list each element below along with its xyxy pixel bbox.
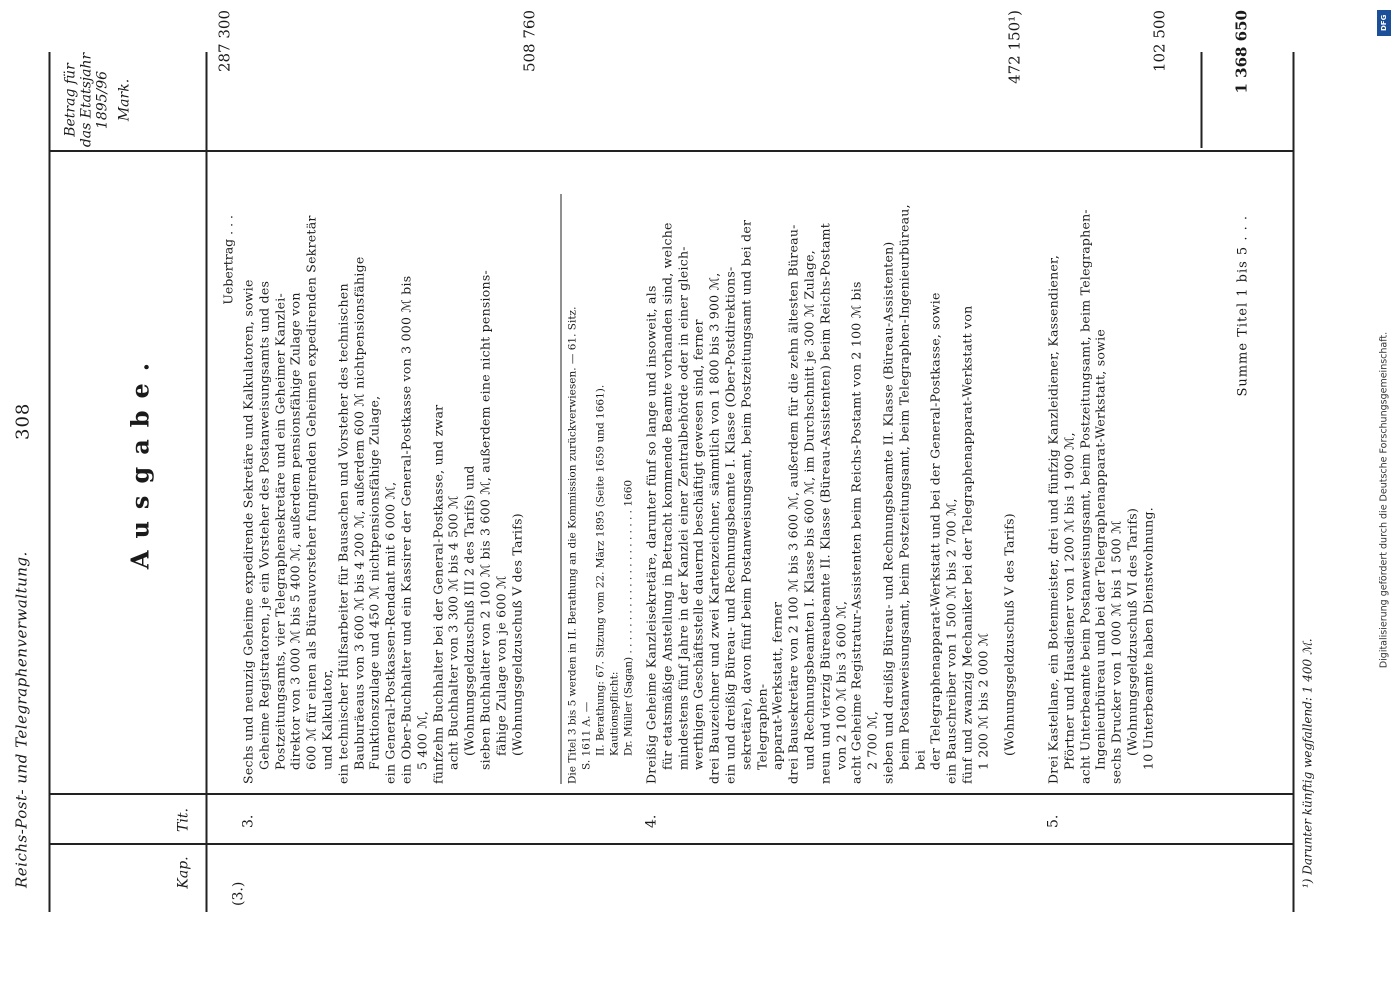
text-line: werthigen Geschäftsstelle dauernd beschäftigt gewesen sind, ferner	[690, 319, 706, 770]
text-line: ein und dreißig Büreau- und Rechnungsbeamte I. Klasse (Ober-Postdirektions-	[721, 266, 737, 784]
text-line: neun und vierzig Büreaubeamte II. Klasse (Büreau-Assistenten) beim Reichs-Postamt	[816, 222, 832, 784]
dfg-logo: DFG	[1377, 10, 1391, 36]
text-line: ein Ober-Buchhalter und ein Kassirer der General-Postkasse von 3 000 ℳ bis	[397, 275, 413, 784]
sum-rule	[1200, 52, 1202, 148]
text-line: von 2 100 ℳ bis 3 600 ℳ,	[832, 600, 848, 770]
summe-amount: 1 368 650	[1232, 10, 1250, 94]
note-line: Dr. Müller (Sagan) . . . . . . . . . . . . . . . . . . . . . . 1660	[622, 479, 634, 756]
desc-col-rule	[48, 151, 1293, 153]
text-line: Funktionszulage und 450 ℳ nichtpensionsfähige Zulage,	[366, 395, 382, 770]
tit-4-number: 4.	[643, 814, 659, 828]
note-rule	[560, 194, 561, 784]
betrag-label: Betrag für das Etatsjahr 1895/96	[62, 52, 110, 148]
section-title: Ausgabe.	[125, 350, 154, 570]
header-rule	[205, 52, 207, 912]
text-line: ein General-Postkassen-Rendant mit 6 000 ℳ,	[382, 481, 398, 784]
text-line: sieben und dreißig Büreau- und Rechnungsbeamte II. Klasse (Büreau-Assistenten)	[879, 241, 895, 784]
note-line: S. 1611 A. —	[580, 701, 592, 770]
note-line: II. Berathung: 67. Sitzung vom 22. März 1895 (Seite 1659 und 1661).	[594, 384, 606, 756]
text-line: 600 ℳ für einen als Büreauvorsteher fungirenden Geheimen expedirenden Sekretär	[303, 215, 319, 770]
text-line: Pförtner und Hausdiener von 1 200 ℳ bis 1 900 ℳ,	[1060, 432, 1076, 770]
text-line: (Wohnungsgeldzuschuß V des Tarifs)	[508, 513, 524, 756]
text-line: 2 700 ℳ,	[864, 710, 880, 770]
tit-3-text	[240, 194, 524, 784]
text-line: fähige Zulage von je 600 ℳ	[492, 575, 508, 756]
betrag-header	[62, 52, 132, 148]
text-line: Sechs und neunzig Geheime expedirende Sekretäre und Kalkulatoren, sowie	[240, 279, 255, 784]
text-line: beim Postanweisungsamt, beim Postzeitungsamt, beim Telegraphen-Ingenieurbüreau, bei	[895, 204, 927, 770]
text-line: sieben Buchhalter von 2 100 ℳ bis 3 600 ℳ, außerdem eine nicht pensions-	[476, 269, 492, 770]
text-line: mindestens fünf Jahre in der Kanzlei einer Zentralbehörde oder in einer gleich-	[674, 246, 690, 770]
page-number: 308	[12, 402, 33, 440]
betrag-unit: Mark.	[116, 78, 132, 122]
text-line: fünfzehn Buchhalter bei der General-Postkasse, und zwar	[429, 404, 445, 784]
text-line: apparat-Werkstatt, ferner	[769, 601, 785, 770]
text-line: 10 Unterbeamte haben Dienstwohnung.	[1139, 507, 1155, 770]
text-line: ein Bauschreiber von 1 500 ℳ bis 2 700 ℳ,	[943, 498, 959, 784]
text-line: drei Bausekretäre von 2 100 ℳ bis 3 600 ℳ, außerdem für die zehn ältesten Büreau-	[785, 224, 801, 784]
text-line: und Kalkulator,	[318, 669, 334, 770]
tit-5-amount: 102 500	[1150, 10, 1168, 73]
text-line: (Wohnungsgeldzuschuß VI des Tarifs)	[1123, 507, 1139, 756]
text-line: drei Bauzeichner und zwei Kartenzeichner, sämmtlich von 1 800 bis 3 900 ℳ,	[706, 272, 722, 784]
tit-col-rule	[48, 794, 1293, 796]
text-line: 5 400 ℳ,	[413, 710, 429, 770]
text-line: ein technischer Hülfsarbeiter für Bausachen und Vorsteher des technischen	[334, 283, 350, 784]
text-line: (Wohnungsgeldzuschuß III 2 des Tarifs) und	[461, 465, 477, 756]
text-line: und Rechnungsbeamten I. Klasse bis 600 ℳ, im Durchschnitt je 300 ℳ Zulage,	[800, 250, 816, 770]
tit-3-number: 3.	[240, 814, 256, 828]
tit-3-amount: 508 760	[520, 10, 538, 73]
kap-number: (3.)	[230, 881, 246, 906]
text-line: Postzeitungsamts, vier Telegraphensekretäre und ein Geheimer Kanzlei-	[271, 293, 287, 770]
text-line: direktor von 3 000 ℳ bis 5 400 ℳ, außerdem pensionsfähige Zulage von	[287, 292, 303, 770]
footnote: ¹) Darunter künftig wegfallend: 1 400 ℳ.	[1300, 638, 1314, 888]
text-line: 1 200 ℳ bis 2 000 ℳ	[974, 632, 990, 770]
text-line: Ingenieurbüreau und bei der Telegraphenapparat-Werkstatt, sowie	[1092, 329, 1108, 770]
text-line: fünf und zwanzig Mechaniker bei der Telegraphenapparat-Werkstatt von	[958, 305, 974, 784]
text-line: acht Buchhalter von 3 300 ℳ bis 4 500 ℳ	[445, 495, 461, 770]
text-line: (Wohnungsgeldzuschuß V des Tarifs)	[1000, 513, 1016, 756]
kap-header: Kap.	[175, 856, 191, 889]
running-header: Reichs-Post- und Telegraphenverwaltung.	[12, 551, 30, 888]
text-line: Bauburäeaus von 3 600 ℳ bis 4 200 ℳ, außerdem 600 ℳ nichtpensionsfähige	[350, 256, 366, 770]
note-line: Die Titel 3 bis 5 werden in II. Berathung an die Kommission zurückverwiesen. — 61. Sitz.	[566, 306, 578, 784]
text-line: acht Unterbeamte beim Postanweisungsamt, beim Postzeitungsamt, beim Telegraphen-	[1076, 209, 1092, 784]
text-line: der Telegraphenapparat-Werkstatt und bei der General-Postkasse, sowie	[927, 292, 943, 770]
tit-5-text	[1045, 194, 1156, 784]
top-rule	[48, 52, 50, 912]
tit-5-number: 5.	[1045, 814, 1061, 828]
summe-label: Summe Titel 1 bis 5 . . .	[1235, 215, 1250, 397]
note-line: Kautionspflicht:	[608, 671, 620, 756]
text-line: für etatsmäßige Anstellung in Betracht kommende Beamte vorhanden sind, welche	[658, 222, 674, 770]
tit-4-amount: 472 150¹)	[1005, 10, 1023, 84]
text-line: Drei Kastellane, ein Botenmeister, drei und fünfzig Kanzleidiener, Kassendiener,	[1045, 254, 1060, 784]
bottom-rule	[1292, 52, 1294, 912]
text-line: sechs Drucker von 1 000 ℳ bis 1 500 ℳ	[1108, 520, 1124, 784]
text-line: Dreißig Geheime Kanzleisekretäre, darunter fünf so lange und insoweit, als	[643, 285, 658, 784]
tit-4-text	[643, 194, 1016, 784]
text-line: acht Geheime Registratur-Assistenten beim Reichs-Postamt von 2 100 ℳ bis	[848, 281, 864, 784]
text-line: Geheime Registratoren, je ein Vorsteher des Postanweisungsamts und des	[255, 280, 271, 770]
commission-note	[565, 194, 635, 784]
text-line: sekretäre), davon fünf beim Postanweisungsamt, beim Postzeitungsamt und bei der Telegraphen-	[737, 219, 769, 770]
uebertrag-label: Uebertrag . . .	[220, 215, 235, 305]
uebertrag-amount: 287 300	[215, 10, 233, 73]
tit-header: Tit.	[175, 808, 191, 832]
digitization-credit: Digitalisierung gefördert durch die Deutsche Forschungsgemeinschaft.	[1378, 331, 1390, 669]
kap-col-rule	[48, 844, 1293, 846]
